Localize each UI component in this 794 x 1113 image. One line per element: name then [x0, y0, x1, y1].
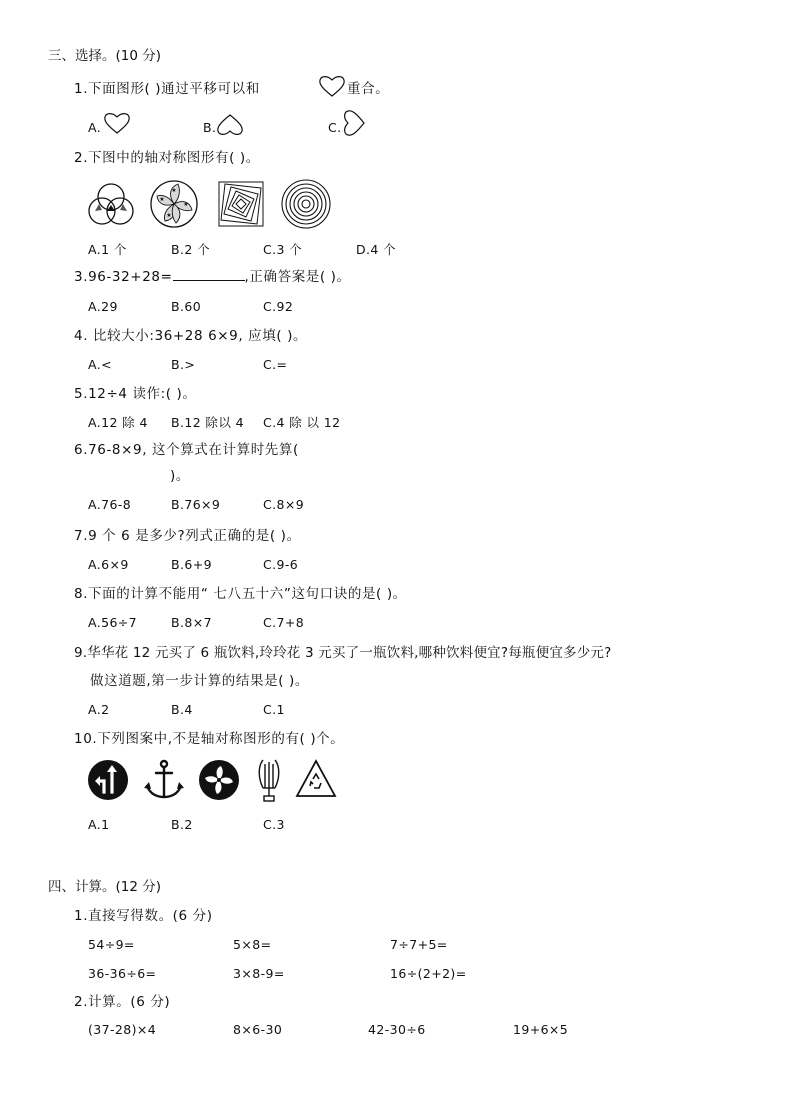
calc-item: (37-28)×4 [88, 1022, 157, 1037]
q8-stem: 8.下面的计算不能用“ 七八五十六”这句口诀的是( )。 [74, 586, 407, 602]
q2-stem: 2.下图中的轴对称图形有( )。 [74, 150, 260, 166]
calc-item: 42-30÷6 [368, 1022, 426, 1037]
calc-item: 54÷9= [88, 937, 135, 952]
triquetra-icon [86, 180, 136, 228]
q1-stem-b: 重合。 [347, 81, 390, 97]
q1-stem-a: 1.下面图形( )通过平移可以和 [74, 81, 260, 97]
q3-stem-a: 3.96-32+28= [74, 269, 173, 285]
calc-item: 36-36÷6= [88, 966, 157, 981]
calc-item: 8×6-30 [233, 1022, 283, 1037]
q1-option-b-label: B. [203, 120, 217, 135]
q6-stem: 6.76-8×9, 这个算式在计算时先算( [74, 442, 299, 458]
q8-option-a: A.56÷7 [88, 615, 138, 630]
q6-stem-continued: )。 [170, 468, 190, 484]
part-2-title: 2.计算。(6 分) [74, 994, 171, 1010]
q9-stem-continued: 做这道题,第一步计算的结果是( )。 [90, 673, 309, 689]
heart-sideways-icon [340, 109, 366, 137]
calc-item: 3×8-9= [233, 966, 285, 981]
calc-item: 16÷(2+2)= [390, 966, 467, 981]
part-1-title: 1.直接写得数。(6 分) [74, 908, 213, 924]
q7-option-b: B.6+9 [171, 557, 212, 572]
q3-stem [74, 268, 351, 285]
q9-stem: 9.华华花 12 元买了 6 瓶饮料,玲玲花 3 元买了一瓶饮料,哪种饮料便宜?每瓶便宜多少元? [74, 645, 612, 661]
q3-option-c: C.92 [263, 299, 294, 314]
q10-stem: 10.下列图案中,不是轴对称图形的有( )个。 [74, 731, 345, 747]
q3-stem-b: ,正确答案是( )。 [244, 269, 351, 285]
flower-star-icon [148, 179, 200, 229]
q4-option-a: A.< [88, 357, 112, 372]
answer-blank [173, 268, 245, 281]
section-4-title: 四、计算。(12 分) [48, 879, 162, 895]
q6-option-b: B.76×9 [171, 497, 221, 512]
svg-text:★: ★ [171, 187, 177, 194]
q10-option-a: A.1 [88, 817, 110, 832]
q10-option-c: C.3 [263, 817, 285, 832]
q3-option-b: B.60 [171, 299, 202, 314]
q7-stem: 7.9 个 6 是多少?列式正确的是( )。 [74, 528, 301, 544]
q4-stem: 4. 比较大小:36+28 6×9, 应填( )。 [74, 328, 308, 344]
q6-option-a: A.76-8 [88, 497, 132, 512]
q9-option-c: C.1 [263, 702, 285, 717]
q4-option-c: C.= [263, 357, 288, 372]
turn-sign-icon [87, 759, 129, 801]
section-3-title: 三、选择。(10 分) [48, 48, 162, 64]
q8-option-c: C.7+8 [263, 615, 305, 630]
spiral-square-icon [217, 180, 265, 228]
pinwheel-icon [198, 759, 240, 801]
calc-item: 5×8= [233, 937, 272, 952]
calc-item: 19+6×5 [513, 1022, 569, 1037]
q5-option-b: B.12 除以 4 [171, 415, 244, 430]
q8-option-b: B.8×7 [171, 615, 212, 630]
heart-outline-icon [318, 74, 346, 98]
svg-text:★: ★ [166, 212, 172, 219]
q7-option-a: A.6×9 [88, 557, 129, 572]
q5-option-c: C.4 除 以 12 [263, 415, 341, 430]
q7-option-c: C.9-6 [263, 557, 299, 572]
anchor-icon [142, 758, 186, 802]
lyre-icon [255, 756, 283, 804]
q9-option-a: A.2 [88, 702, 110, 717]
svg-text:★: ★ [159, 196, 165, 203]
q6-option-c: C.8×9 [263, 497, 305, 512]
concentric-circles-icon [280, 178, 332, 230]
svg-text:★: ★ [183, 201, 189, 208]
q10-option-b: B.2 [171, 817, 193, 832]
q5-option-a: A.12 除 4 [88, 415, 148, 430]
heart-outline-icon [103, 111, 131, 135]
q2-option-a: A.1 个 [88, 242, 127, 257]
heart-upside-down-icon [216, 113, 244, 137]
q9-option-b: B.4 [171, 702, 193, 717]
q1-option-a-label: A. [88, 120, 102, 135]
q3-option-a: A.29 [88, 299, 118, 314]
q2-option-d: D.4 个 [356, 242, 397, 257]
q5-stem: 5.12÷4 读作:( )。 [74, 386, 197, 402]
q2-option-b: B.2 个 [171, 242, 210, 257]
recycle-triangle-icon [294, 758, 338, 800]
q4-option-b: B.> [171, 357, 196, 372]
q1-option-c-label: C. [328, 120, 342, 135]
calc-item: 7÷7+5= [390, 937, 448, 952]
q2-option-c: C.3 个 [263, 242, 303, 257]
